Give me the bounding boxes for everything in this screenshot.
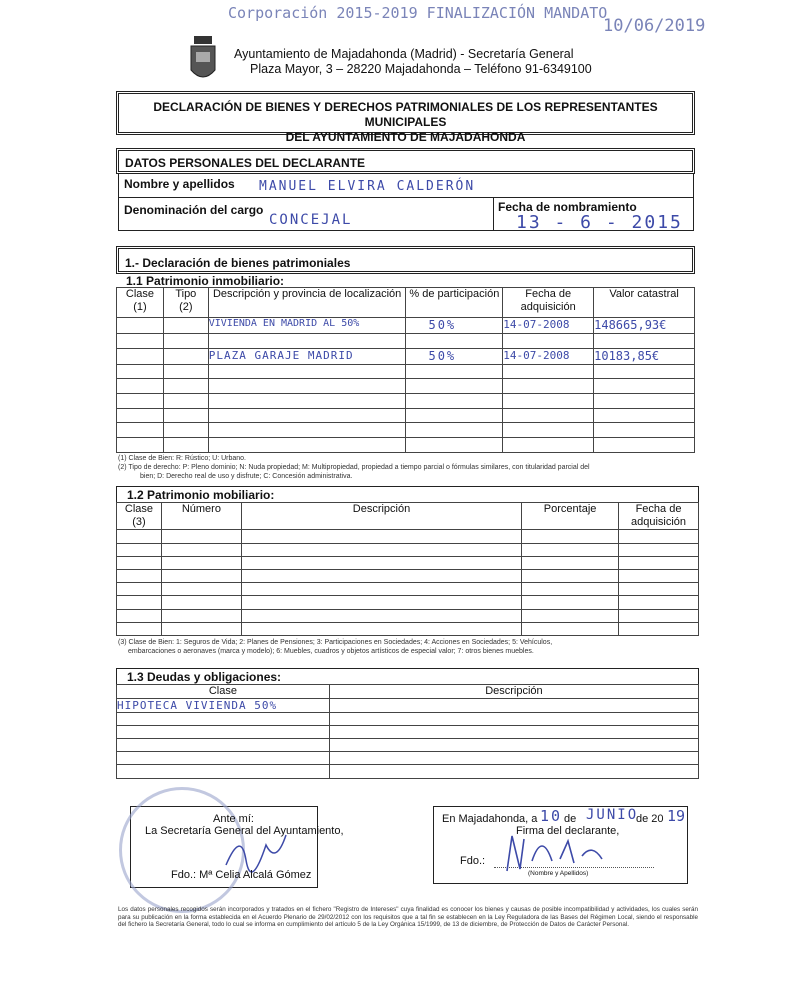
personal-data-header: [116, 148, 695, 174]
movable-title: 1.2 Patrimonio mobiliario:: [127, 488, 275, 502]
place-label: En Majadahonda, a: [442, 813, 538, 825]
real-estate-title: 1.1 Patrimonio inmobiliario:: [126, 274, 285, 288]
name-label: Nombre y apellidos: [124, 177, 235, 191]
secretary-signature-box: [130, 806, 344, 888]
signature-day: 10: [540, 807, 563, 825]
real-estate-valor: 148665,93€: [594, 318, 695, 334]
real-estate-pct: 50%: [406, 318, 503, 334]
table-row: [117, 530, 699, 543]
real-estate-pct: 50%: [406, 348, 503, 364]
table-row: [117, 726, 699, 739]
secretary-signature-icon: [221, 825, 291, 875]
annotation-date: 10/06/2019: [603, 16, 706, 36]
title-line2: DEL AYUNTAMIENTO DE MAJADAHONDA: [285, 130, 526, 144]
signature-month: JUNIO: [586, 807, 639, 823]
table-row: [117, 713, 699, 726]
table-row: [117, 408, 695, 423]
assets-section-title: 1.- Declaración de bienes patrimoniales: [125, 256, 351, 270]
movable-notes: [118, 638, 698, 656]
header-line2: Plaza Mayor, 3 – 28220 Majadahonda – Teléfono 91-6349100: [250, 62, 592, 76]
movable-title-bar: [116, 486, 699, 502]
post-row: [118, 197, 494, 231]
title-line1: DECLARACIÓN DE BIENES Y DERECHOS PATRIMONIALES DE LOS REPRESENTANTES MUNICIPALES: [153, 100, 658, 129]
note-3-class: (3) Clase de Bien: 1: Seguros de Vida; 2: Planes de Pensiones; 3: Participaciones en Sociedades; 4: Acciones en Sociedades; 5: Vehículos,: [118, 639, 553, 646]
table-row: [117, 543, 699, 556]
declarant-signature-box: [433, 806, 688, 884]
table-row: [117, 379, 695, 394]
col-tipo: Tipo (2): [163, 288, 208, 318]
table-row: [117, 622, 699, 635]
table-row: [117, 596, 699, 609]
col-numero: Número: [161, 503, 241, 530]
before-me-label: Ante mí:: [213, 813, 254, 825]
real-estate-valor: 10183,85€: [594, 348, 695, 364]
debts-table: [116, 684, 699, 779]
real-estate-header-row: [117, 288, 695, 318]
movable-header-row: [117, 503, 699, 530]
debt-clase: HIPOTECA VIVIENDA 50%: [117, 699, 330, 713]
assets-section-header: [116, 246, 695, 274]
table-row: [117, 394, 695, 409]
table-row: [117, 423, 695, 438]
name-value: MANUEL ELVIRA CALDERÓN: [259, 179, 476, 194]
real-estate-table: [116, 287, 695, 453]
table-row: [117, 348, 695, 364]
col-fecha: Fecha de adquisición: [619, 503, 699, 530]
table-row: [117, 334, 695, 349]
col-clase: Clase: [117, 685, 330, 699]
privacy-notice: Los datos personales recogidos serán incorporados y tratados en el fichero "Registro de Intereses" cuya finalidad es conocer los bienes y causas de posible incompatibilidad y actividades, los cuales serán para su publicación en la forma establecida en el Acuerdo Plenario de 29/02/2012 con los requisitos que a tal fin se establecen en la Ley Reguladora de las Bases del Régimen Local, siendo el responsable del fichero la Secretaría General, todo lo cual se informa en cumplimiento del artículo 5 de la Ley Orgánica 15/1999, de 13 de diciembre, de Protección de Datos de Carácter Personal.: [118, 906, 698, 929]
appointment-date-label: Fecha de nombramiento: [498, 200, 637, 214]
table-row: [117, 569, 699, 582]
real-estate-desc: VIVIENDA EN MADRID AL 50%: [208, 318, 406, 334]
col-fecha: Fecha de adquisición: [503, 288, 594, 318]
col-porcentaje: Porcentaje: [522, 503, 619, 530]
annotation-corporation: Corporación 2015-2019 FINALIZACIÓN MANDATO: [228, 4, 608, 22]
table-row: [117, 765, 699, 779]
note-2: (2) Tipo de derecho: P: Pleno dominio; N: Nuda propiedad; M: Multipropiedad, propiedad a tiempo parcial o fórmulas similares, con titularidad parcial del: [118, 464, 590, 471]
signature-year: 19: [667, 807, 686, 825]
appointment-date-row: [493, 197, 694, 231]
real-estate-desc: PLAZA GARAJE MADRID: [208, 348, 406, 364]
debts-title: 1.3 Deudas y obligaciones:: [127, 670, 282, 684]
secretary-name: Fdo.: Mª Celia Alcalá Gómez: [171, 869, 312, 881]
real-estate-notes: [118, 454, 698, 481]
col-valor: Valor catastral: [594, 288, 695, 318]
note-1: (1) Clase de Bien: R: Rústico; U: Urbano.: [118, 455, 246, 462]
post-label: Denominación del cargo: [124, 203, 264, 217]
table-row: [117, 583, 699, 596]
debts-header-row: [117, 685, 699, 699]
table-row: [117, 699, 699, 713]
appointment-date-value: 13 - 6 - 2015: [516, 212, 683, 233]
col-participacion: % de participación: [406, 288, 503, 318]
table-row: [117, 739, 699, 752]
debts-title-bar: [116, 668, 699, 684]
real-estate-fecha: 14-07-2008: [503, 348, 594, 364]
fdo-label: Fdo.:: [460, 855, 486, 867]
de-label-2: de 20: [636, 813, 664, 825]
post-value: CONCEJAL: [269, 212, 353, 228]
name-row: [118, 173, 694, 198]
declarant-signature-label: Firma del declarante,: [516, 825, 620, 837]
col-descripcion: Descripción: [329, 685, 698, 699]
real-estate-fecha: 14-07-2008: [503, 318, 594, 334]
coat-of-arms-icon: [188, 36, 218, 86]
document-title-box: [116, 91, 695, 144]
de-label-1: de: [564, 813, 577, 825]
table-row: [117, 556, 699, 569]
table-row: [117, 752, 699, 765]
col-descripcion: Descripción: [241, 503, 521, 530]
header-line1: Ayuntamiento de Majadahonda (Madrid) - Secretaría General: [234, 47, 574, 61]
movable-table: [116, 502, 699, 636]
table-row: [117, 609, 699, 622]
table-row: [117, 318, 695, 334]
note-3: bien; D: Derecho real de uso y disfrute; C: Concesión administrativa.: [140, 473, 353, 480]
name-note: (Nombre y Apellidos): [528, 870, 589, 877]
col-clase: Clase (1): [117, 288, 164, 318]
note-3-cont: embarcaciones o aeronaves (marca y modelo); 6: Muebles, cuadros y objetos artísticos de especial valor; 7: otros bienes muebles.: [128, 648, 534, 655]
table-row: [117, 438, 695, 453]
col-clase: Clase (3): [117, 503, 162, 530]
secretary-label: La Secretaría General del Ayuntamiento,: [145, 825, 344, 837]
personal-section-title: DATOS PERSONALES DEL DECLARANTE: [125, 156, 366, 170]
table-row: [117, 364, 695, 379]
col-descripcion: Descripción y provincia de localización: [208, 288, 406, 318]
